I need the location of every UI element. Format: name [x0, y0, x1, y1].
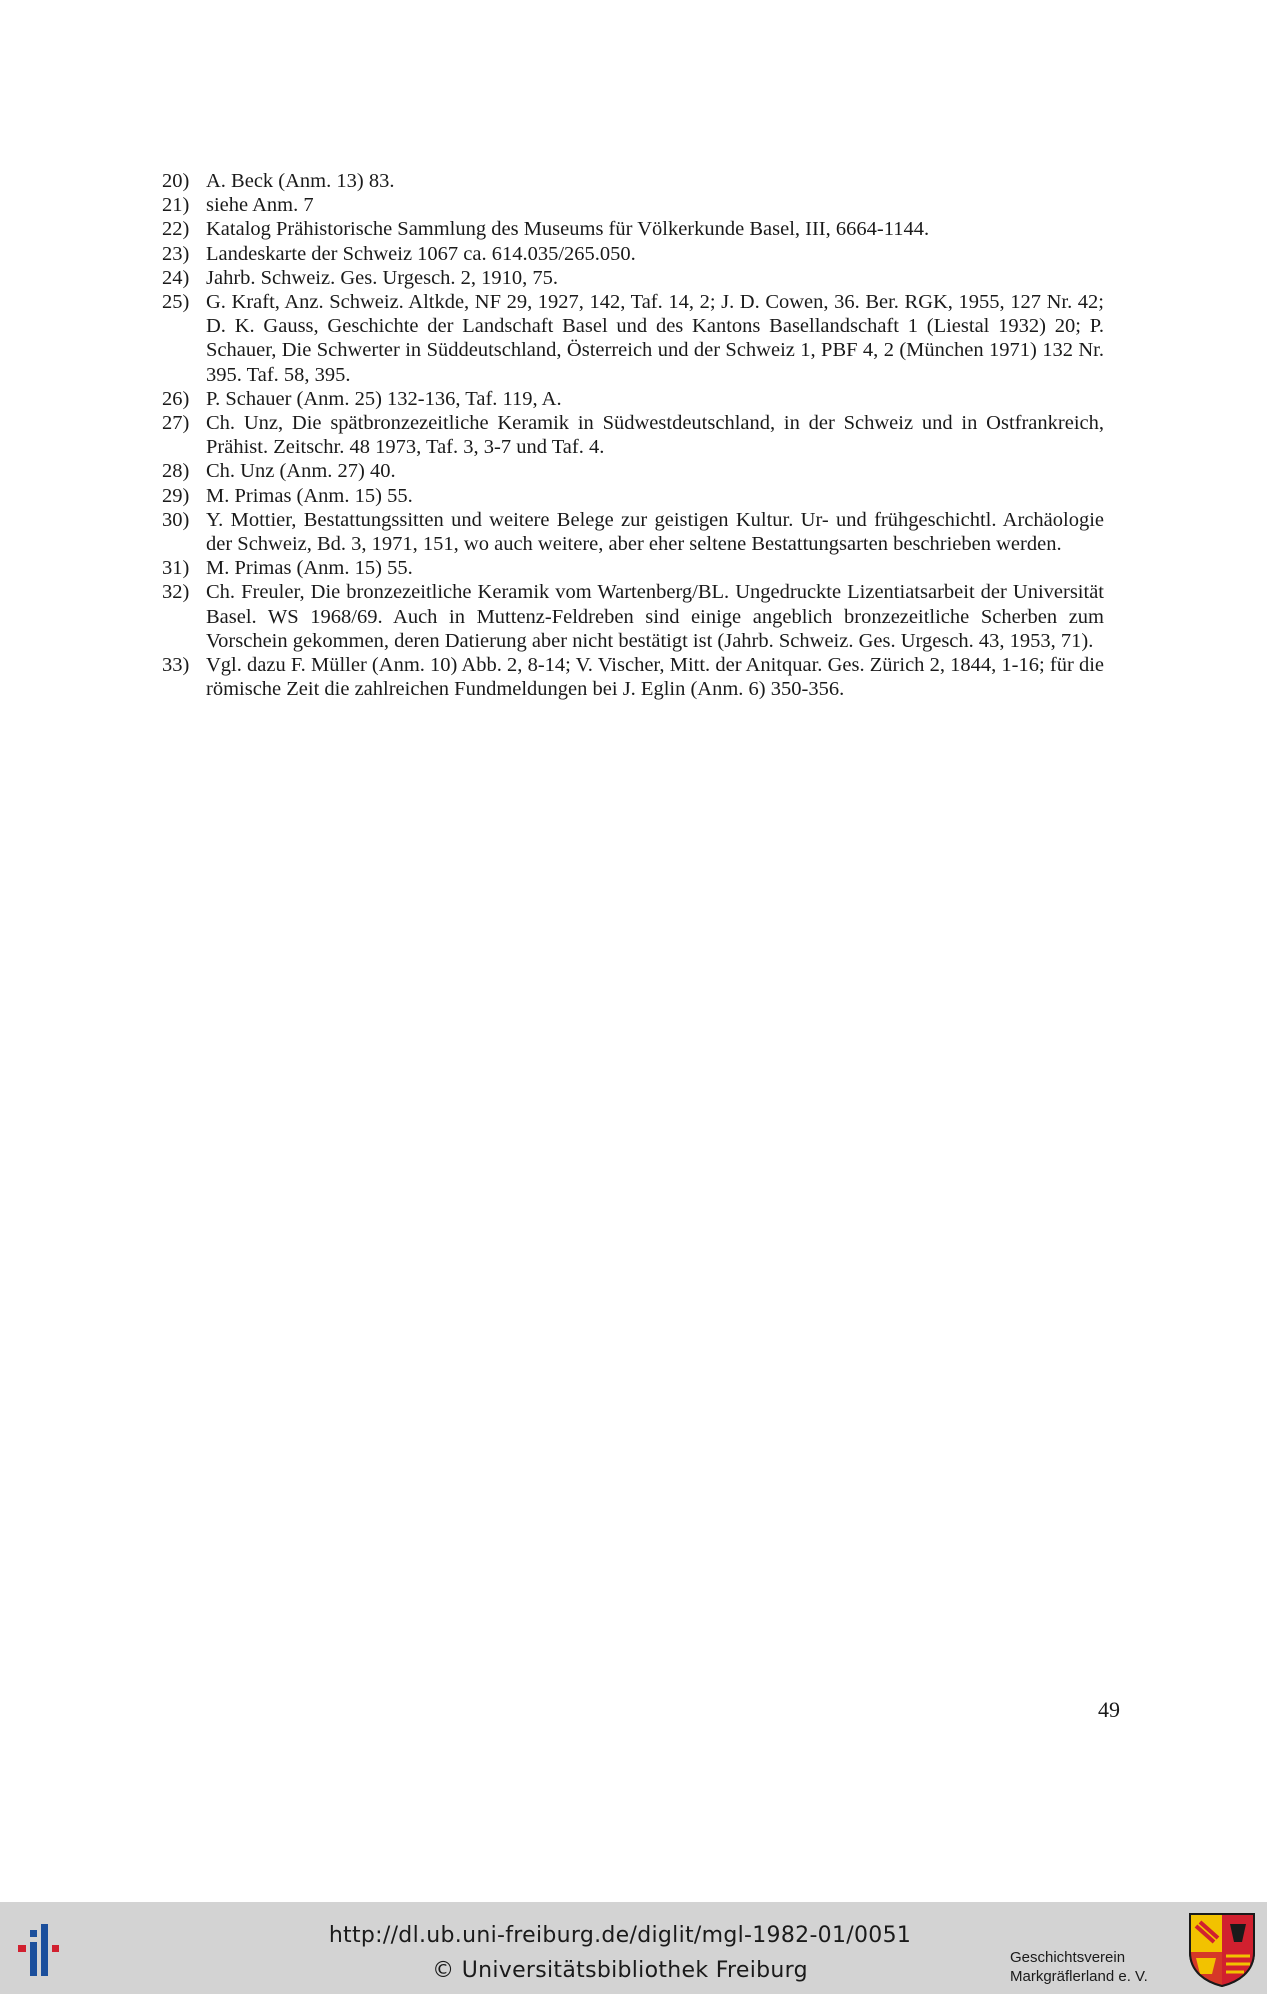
- footnote-number: 28): [162, 460, 190, 483]
- footnote: [162, 580, 1104, 653]
- society-name[interactable]: [1010, 1948, 1190, 1986]
- footnote-number: 33): [162, 654, 190, 677]
- footnote-list: [162, 169, 1104, 701]
- footnote: [162, 193, 1104, 217]
- footnote-number: 23): [162, 242, 190, 265]
- viewer-footer: [0, 1902, 1267, 1994]
- document-url-link[interactable]: http://dl.ub.uni-freiburg.de/diglit/mgl-1982-01/0051: [328, 1923, 912, 1948]
- footnote-text: Y. Mottier, Bestattungssitten und weitere Belege zur geistigen Kultur. Ur- und frühgeschichtl. Archäologie der Schweiz, Bd. 3, 1971, 151, wo auch weitere, aber eher seltene Bestattungsarten beschrieben werden.: [206, 508, 1104, 556]
- footnote-text: Landeskarte der Schweiz 1067 ca. 614.035/265.050.: [206, 242, 636, 265]
- footnote-text: A. Beck (Anm. 13) 83.: [206, 170, 395, 192]
- footnote-number: 32): [162, 581, 190, 604]
- footnote-text: G. Kraft, Anz. Schweiz. Altkde, NF 29, 1927, 142, Taf. 14, 2; J. D. Cowen, 36. Ber. RGK, 1955, 127 Nr. 42; D. K. Gauss, Geschichte der Landschaft Basel und des Kantons Basellandschaft 1 (Liestal 1932) 20; P. Schauer, Die Schwerter in Süddeutschland, Österreich und der Schweiz 1, PBF 4, 2 (München 1971) 132 Nr. 395. Taf. 58, 395.: [206, 291, 1104, 386]
- coat-of-arms-icon[interactable]: [1188, 1912, 1256, 1988]
- footnote-number: 29): [162, 484, 190, 507]
- footnote-number: 21): [162, 194, 190, 217]
- footnote: [162, 387, 1104, 411]
- footnote-text: Ch. Unz, Die spätbronzezeitliche Keramik in Südwestdeutschland, in der Schweiz und in Ostfrankreich, Prähist. Zeitschr. 48 1973, Taf. 3, 3-7 und Taf. 4.: [206, 412, 1104, 459]
- footnote-number: 27): [162, 412, 190, 435]
- footnote-text: Jahrb. Schweiz. Ges. Urgesch. 2, 1910, 75.: [206, 266, 559, 289]
- footnote: [162, 242, 1104, 266]
- footnote: [162, 484, 1104, 508]
- footnote-text: Ch. Unz (Anm. 27) 40.: [206, 460, 396, 483]
- footnote: [162, 411, 1104, 459]
- footnote-number: 24): [162, 266, 190, 289]
- society-name-line2: Markgräflerland e. V.: [1010, 1968, 1148, 1985]
- footnote: [162, 653, 1104, 701]
- society-name-line1: Geschichtsverein: [1010, 1949, 1126, 1966]
- footnote-number: 20): [162, 170, 190, 192]
- copyright-notice: © Universitätsbibliothek Freiburg: [432, 1958, 808, 1983]
- footnote-text: siehe Anm. 7: [206, 194, 314, 217]
- footnote-number: 22): [162, 218, 190, 241]
- footnote-text: Vgl. dazu F. Müller (Anm. 10) Abb. 2, 8-14; V. Vischer, Mitt. der Anitquar. Ges. Zürich 2, 1844, 1-16; für die römische Zeit die zahlreichen Fundmeldungen bei J. Eglin (Anm. 6) 350-356.: [206, 654, 1104, 701]
- footnote-text: Katalog Prähistorische Sammlung des Museums für Völkerkunde Basel, III, 6664-1144.: [206, 218, 930, 241]
- footnote-text: M. Primas (Anm. 15) 55.: [206, 484, 413, 507]
- footnote-text: M. Primas (Anm. 15) 55.: [206, 557, 413, 580]
- footnote-number: 30): [162, 508, 190, 531]
- footnote: [162, 459, 1104, 483]
- footnote: [162, 266, 1104, 290]
- footnote: [162, 217, 1104, 241]
- footnote: [162, 290, 1104, 387]
- footnote: [162, 169, 1104, 193]
- footnote-text: Ch. Freuler, Die bronzezeitliche Keramik vom Wartenberg/BL. Ungedruckte Lizentiatsarbeit der Universität Basel. WS 1968/69. Auch in Muttenz-Feldreben sind einige angeblich bronzezeitliche Scherben zum Vorschein gekommen, deren Datierung aber nicht bestätigt ist (Jahrb. Schweiz. Ges. Urgesch. 43, 1953, 71).: [206, 581, 1104, 652]
- ub-freiburg-logo-icon[interactable]: [16, 1916, 82, 1982]
- page-number: 49: [1098, 1697, 1120, 1722]
- footnote-number: 25): [162, 291, 190, 314]
- footnote-text: P. Schauer (Anm. 25) 132-136, Taf. 119, A.: [206, 387, 562, 410]
- footnote: [162, 508, 1104, 556]
- footnote-number: 26): [162, 387, 190, 410]
- footnote-number: 31): [162, 557, 190, 580]
- footnote: [162, 556, 1104, 580]
